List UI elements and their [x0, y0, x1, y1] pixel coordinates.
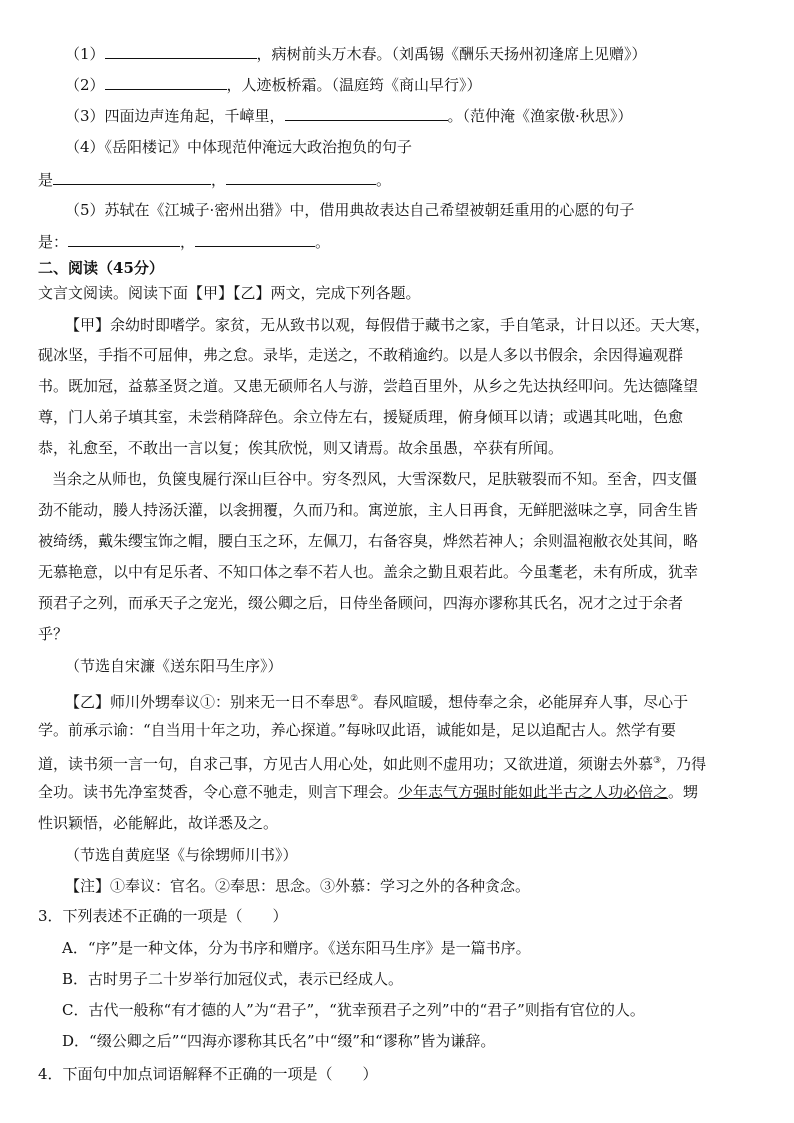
option-c[interactable]: C．古代一般称“有才德的人”为“君子”，“犹幸预君子之列”中的“君子”则指有官位的人。	[62, 1001, 645, 1019]
question-4-item-stem: 4．下面句中加点词语解释不正确的一项是（ ）	[38, 1065, 378, 1083]
question-text: 。（范仲淹《渔家傲·秋思》）	[447, 107, 633, 125]
question-number: （1）	[65, 45, 105, 63]
answer-blank[interactable]	[53, 169, 211, 185]
answer-blank[interactable]	[285, 105, 448, 121]
passage-yi-line: 性识颖悟，必能解此，故详悉及之。	[38, 814, 279, 832]
answer-blank[interactable]	[226, 169, 376, 185]
answer-blank[interactable]	[195, 231, 315, 247]
question-1	[65, 43, 794, 64]
passage-jia-line: 【甲】余幼时即嗜学。家贫，无从致书以观，每假借于藏书之家，手自笔录，计日以还。天大寒，	[65, 316, 711, 334]
passage-jia-line: 预君子之列，而承天子之宠光，缀公卿之后，日侍坐备顾问，四海亦谬称其氏名，况才之过于余者	[38, 594, 684, 612]
passage-jia-line: 书。既加冠，益慕圣贤之道。又患无硕师名人与游，尝趋百里外，从乡之先达执经叩问。先达德隆望	[38, 377, 699, 395]
passage-yi-source: （节选自黄庭坚《与徐甥师川书》）	[65, 846, 298, 864]
question-5-answer: 是： ， 。	[38, 233, 331, 251]
answer-blank[interactable]	[105, 74, 227, 90]
passage-jia-line: 无慕艳意，以中有足乐者、不知口体之奉不若人也。盖余之勤且艰若此。今虽耄老，未有所成，犹幸	[38, 563, 699, 581]
passage-jia-line: 砚冰坚，手指不可屈伸，弗之怠。录毕，走送之，不敢稍逾约。以是人多以书假余，余因得遍观群	[38, 346, 684, 364]
section-heading: 二、阅读（45分）	[38, 259, 164, 277]
option-d[interactable]: D．“缀公卿之后”“四海亦谬称其氏名”中“缀”和“谬称”皆为谦辞。	[62, 1032, 496, 1050]
passage-jia-line: 恭，礼愈至，不敢出一言以复；俟其欣悦，则又请焉。故余虽愚，卒获有所闻。	[38, 439, 564, 457]
question-text: ，病树前头万木春。（刘禹锡《酬乐天扬州初逢席上见赠》）	[256, 45, 647, 63]
footnote: 【注】①奉议：官名。②奉思：思念。③外慕：学习之外的各种贪念。	[65, 877, 531, 895]
underlined-sentence: 少年志气方强时能如此半古之人功必倍之	[398, 783, 669, 801]
question-text: ，人迹板桥霜。（温庭筠《商山早行》）	[226, 76, 482, 94]
section-intro: 文言文阅读。阅读下面【甲】【乙】两文，完成下列各题。	[38, 284, 421, 302]
passage-jia-line: 当余之从师也，负箧曳屣行深山巨谷中。穷冬烈风，大雪深数尺，足肤皲裂而不知。至舍，四支僵	[52, 470, 698, 488]
answer-blank[interactable]	[68, 231, 180, 247]
passage-jia-line: 被绮绣，戴朱缨宝饰之帽，腰白玉之环，左佩刀，右备容臭，烨然若神人；余则温袍敝衣处其间，略	[38, 532, 699, 550]
question-3-stem: 3．下列表述不正确的一项是（ ）	[38, 907, 288, 925]
question-4-answer: 是 ， 。	[38, 171, 392, 189]
option-b[interactable]: B．古时男子二十岁举行加冠仪式，表示已经成人。	[62, 970, 404, 988]
passage-jia-line: 劲不能动，媵人持汤沃灌，以衾拥覆，久而乃和。寓逆旅，主人日再食，无鲜肥滋味之享，同舍生皆	[38, 501, 699, 519]
question-3	[65, 105, 794, 126]
question-2	[65, 74, 794, 95]
question-5-stem: （5）苏轼在《江城子·密州出猎》中，借用典故表达自己希望被朝廷重用的心愿的句子	[65, 201, 635, 219]
passage-jia-source: （节选自宋濂《送东阳马生序》）	[65, 657, 283, 675]
passage-yi-line: 道，读书须一言一句，自求己事，方见古人用心处，如此则不虚用功；又欲进道，须谢去外慕③，乃得	[38, 755, 707, 773]
option-a[interactable]: A．“序”是一种文体，分为书序和赠序。《送东阳马生序》是一篇书序。	[62, 939, 531, 957]
answer-blank[interactable]	[105, 43, 257, 59]
passage-yi-line: 学。前承示谕：“自当用十年之功，养心探道。”每咏叹此语，诚能如是，足以追配古人。然学有要	[38, 721, 676, 739]
question-number: （2）	[65, 76, 105, 94]
passage-yi-line: 【乙】师川外甥奉议①：别来无一日不奉思②。春风暄暖，想侍奉之余，必能屏弃人事，尽心于	[65, 693, 689, 711]
question-text: （3）四面边声连角起，千嶂里，	[65, 107, 285, 125]
passage-yi-line: 全功。读书先净室焚香，令心意不驰走，则言下理会。少年志气方强时能如此半古之人功必倍之。甥	[38, 783, 699, 801]
passage-jia-line: 尊，门人弟子填其室，未尝稍降辞色。余立侍左右，援疑质理，俯身倾耳以请；或遇其叱咄，色愈	[38, 408, 684, 426]
passage-jia-line: 乎？	[38, 625, 69, 643]
question-4-stem: （4）《岳阳楼记》中体现范仲淹远大政治抱负的句子	[65, 138, 413, 156]
